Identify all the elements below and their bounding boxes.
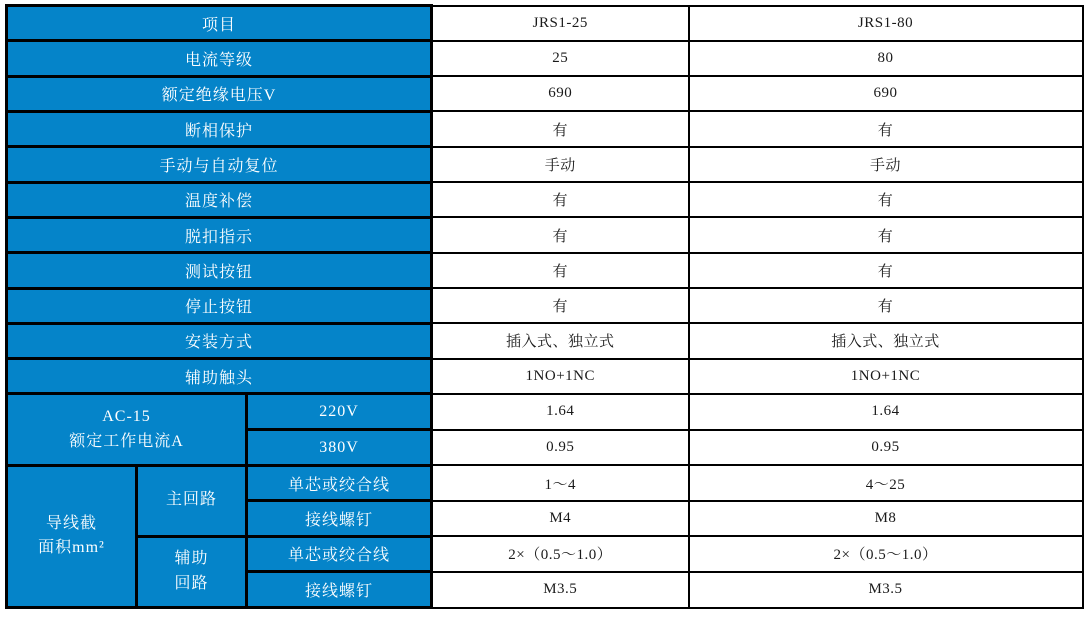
table-row (7, 6, 1083, 41)
table-row (7, 217, 1083, 252)
row-label: 安装方式 (7, 323, 432, 358)
row-group-label-line: AC-15 (102, 407, 151, 425)
row-sublabel: 接线螺钉 (247, 572, 432, 608)
cell-value: 25 (432, 41, 689, 76)
table-row (7, 182, 1083, 217)
cell-value: 有 (689, 217, 1083, 252)
spec-table (5, 4, 1084, 609)
cell-value: 有 (689, 182, 1083, 217)
row-subgroup-main-circuit (137, 465, 247, 536)
cell-value: 2×（0.5～1.0） (432, 536, 689, 572)
table-row (7, 147, 1083, 182)
row-label: 脱扣指示 (7, 217, 432, 252)
row-label: 测试按钮 (7, 253, 432, 288)
row-sublabel: 220V (247, 394, 432, 430)
cell-value: 1.64 (689, 394, 1083, 430)
cell-value: 0.95 (432, 430, 689, 466)
cell-value: M3.5 (689, 572, 1083, 608)
table-row (7, 253, 1083, 288)
cell-value: 1.64 (432, 394, 689, 430)
row-sublabel: 接线螺钉 (247, 501, 432, 536)
cell-value: 1～4 (432, 465, 689, 500)
row-label: 停止按钮 (7, 288, 432, 323)
cell-value: 有 (432, 111, 689, 146)
cell-value: M3.5 (432, 572, 689, 608)
cell-value: 手动 (432, 147, 689, 182)
cell-value: 有 (432, 182, 689, 217)
table-row (7, 111, 1083, 146)
row-group-label-line: 导线截 (45, 514, 97, 532)
row-group-label-ac15 (7, 394, 247, 465)
cell-value: 4～25 (689, 465, 1083, 500)
cell-value: 插入式、独立式 (689, 323, 1083, 358)
cell-value: 80 (689, 41, 1083, 76)
cell-value: 有 (689, 288, 1083, 323)
cell-value: 690 (432, 76, 689, 111)
cell-value: 2×（0.5～1.0） (689, 536, 1083, 572)
table-row (7, 288, 1083, 323)
cell-value: 手动 (689, 147, 1083, 182)
row-group-label-line: 额定工作电流A (69, 432, 184, 450)
column-header-model-2: JRS1-80 (689, 6, 1083, 41)
cell-value: 有 (432, 288, 689, 323)
row-label: 额定绝缘电压V (7, 76, 432, 111)
cell-value: M8 (689, 501, 1083, 536)
row-label: 项目 (7, 6, 432, 41)
cell-value: 有 (689, 111, 1083, 146)
row-subgroup-label-line: 主回路 (165, 491, 217, 509)
table-row (7, 76, 1083, 111)
table-row (7, 536, 1083, 572)
cell-value: 690 (689, 76, 1083, 111)
row-group-label-wire (7, 465, 137, 607)
row-label: 辅助触头 (7, 359, 432, 394)
cell-value: 有 (432, 253, 689, 288)
row-label: 手动与自动复位 (7, 147, 432, 182)
cell-value: 0.95 (689, 430, 1083, 466)
row-sublabel: 单芯或绞合线 (247, 465, 432, 500)
row-sublabel: 单芯或绞合线 (247, 536, 432, 572)
table-row (7, 359, 1083, 394)
cell-value: 插入式、独立式 (432, 323, 689, 358)
table-row (7, 465, 1083, 500)
row-subgroup-aux-circuit (137, 536, 247, 608)
row-label: 温度补偿 (7, 182, 432, 217)
row-label: 断相保护 (7, 111, 432, 146)
cell-value: 有 (689, 253, 1083, 288)
row-subgroup-label-line: 回路 (174, 574, 209, 592)
row-subgroup-label-line: 辅助 (174, 549, 209, 567)
column-header-model-1: JRS1-25 (432, 6, 689, 41)
row-group-label-line: 面积mm² (38, 539, 105, 557)
cell-value: 1NO+1NC (432, 359, 689, 394)
row-sublabel: 380V (247, 430, 432, 466)
table-row (7, 394, 1083, 430)
cell-value: M4 (432, 501, 689, 536)
table-row (7, 41, 1083, 76)
table-row (7, 323, 1083, 358)
cell-value: 有 (432, 217, 689, 252)
cell-value: 1NO+1NC (689, 359, 1083, 394)
row-label: 电流等级 (7, 41, 432, 76)
